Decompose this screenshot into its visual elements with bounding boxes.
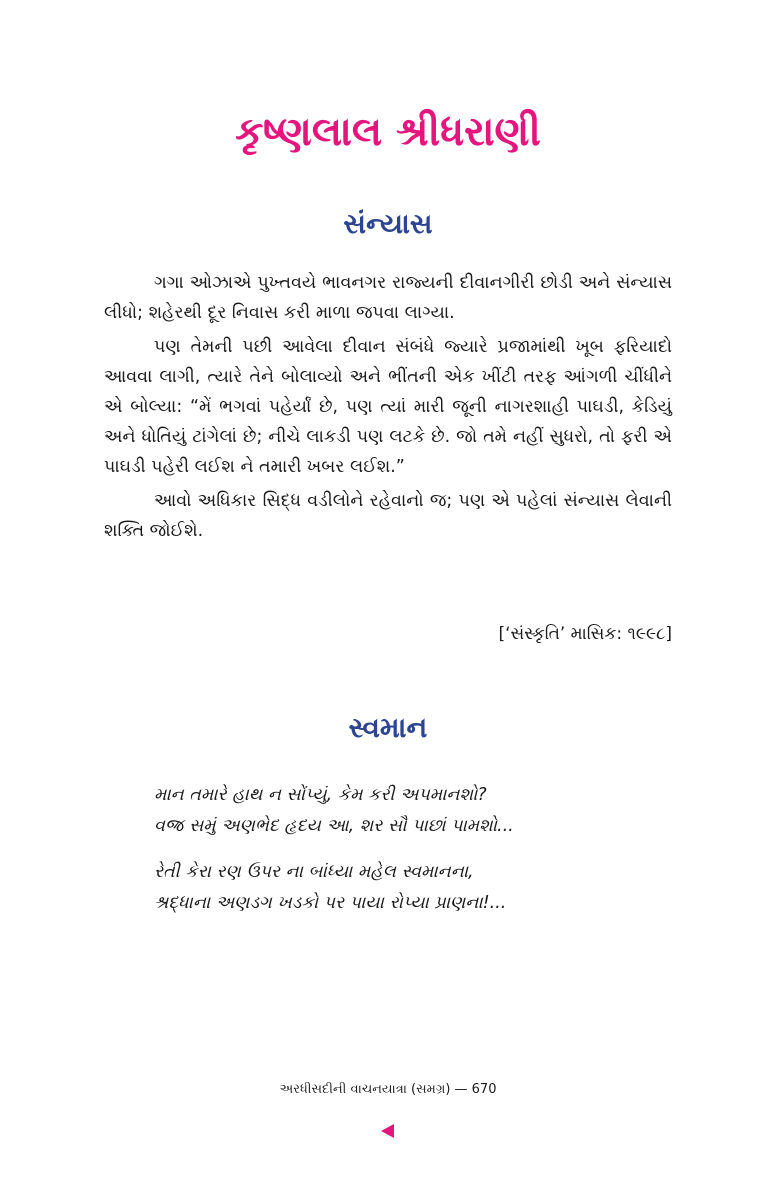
sanyas-body xyxy=(104,268,672,550)
poem-line: રેતી કેરા રણ ઉપર ના બાંધ્યા મહેલ સ્વમાનના, xyxy=(154,862,474,882)
author-heading: કૃષ્ણલાલ શ્રીધરાણી xyxy=(235,109,541,155)
page-footer: અરધીસદીની વાચનયાત્રા (સમગ્ર) — 670 xyxy=(279,1082,497,1097)
poem-stanza xyxy=(154,857,634,919)
paragraph: આવો અધિકાર સિદ્ધ વડીલોને રહેવાનો જ; પણ એ પહેલાં સંન્યાસ લેવાની શક્તિ જોઈશે. xyxy=(104,491,672,541)
poem-line: વજ્ર સમું અણભેદ હૃદય આ, શર સૌ પાછાં પામશો... xyxy=(154,816,514,836)
source-citation: [‘સંસ્કૃતિ’ માસિક: ૧૯૯૮] xyxy=(498,624,672,644)
previous-page-icon[interactable] xyxy=(381,1124,394,1138)
poem-line: માન તમારે હાથ ન સોંપ્યું, કેમ કરી અપમાનશો? xyxy=(154,785,487,805)
poem-stanza xyxy=(154,780,634,842)
poem-line: શ્રદ્ધાના અણડગ ખડકો પર પાયા રોપ્યા પ્રાણના!... xyxy=(154,893,507,913)
paragraph: ગગા ઓઝાએ પુખ્તવયે ભાવનગર રાજ્યની દીવાનગીરી છોડી અને સંન્યાસ લીધો; શહેરથી દૂર નિવાસ કરી માળા જપવા લાગ્યા. xyxy=(104,273,672,323)
section-title-sanyas: સંન્યાસ xyxy=(343,207,433,240)
section-title-swaman: સ્વમાન xyxy=(348,711,428,744)
paragraph: પણ તેમની પછી આવેલા દીવાન સંબંધે જ્યારે પ્રજામાંથી ખૂબ ફરિયાદો આવવા લાગી, ત્યારે તેને બોલાવ્યો અને ભીંતની એક ખીંટી તરફ આંગળી ચીંધીને એ બોલ્યા: “મેં ભગવાં પહેર્યાં છે, પણ ત્યાં મારી જૂની નાગરશાહી પાઘડી, કેડિયું અને ધોતિયું ટાંગેલાં છે; નીચે લાકડી પણ લટકે છે. જો તમે નહીં સુધરો, તો ફરી એ પાઘડી પહેરી લઈશ ને તમારી ખબર લઈશ.” xyxy=(104,337,672,477)
